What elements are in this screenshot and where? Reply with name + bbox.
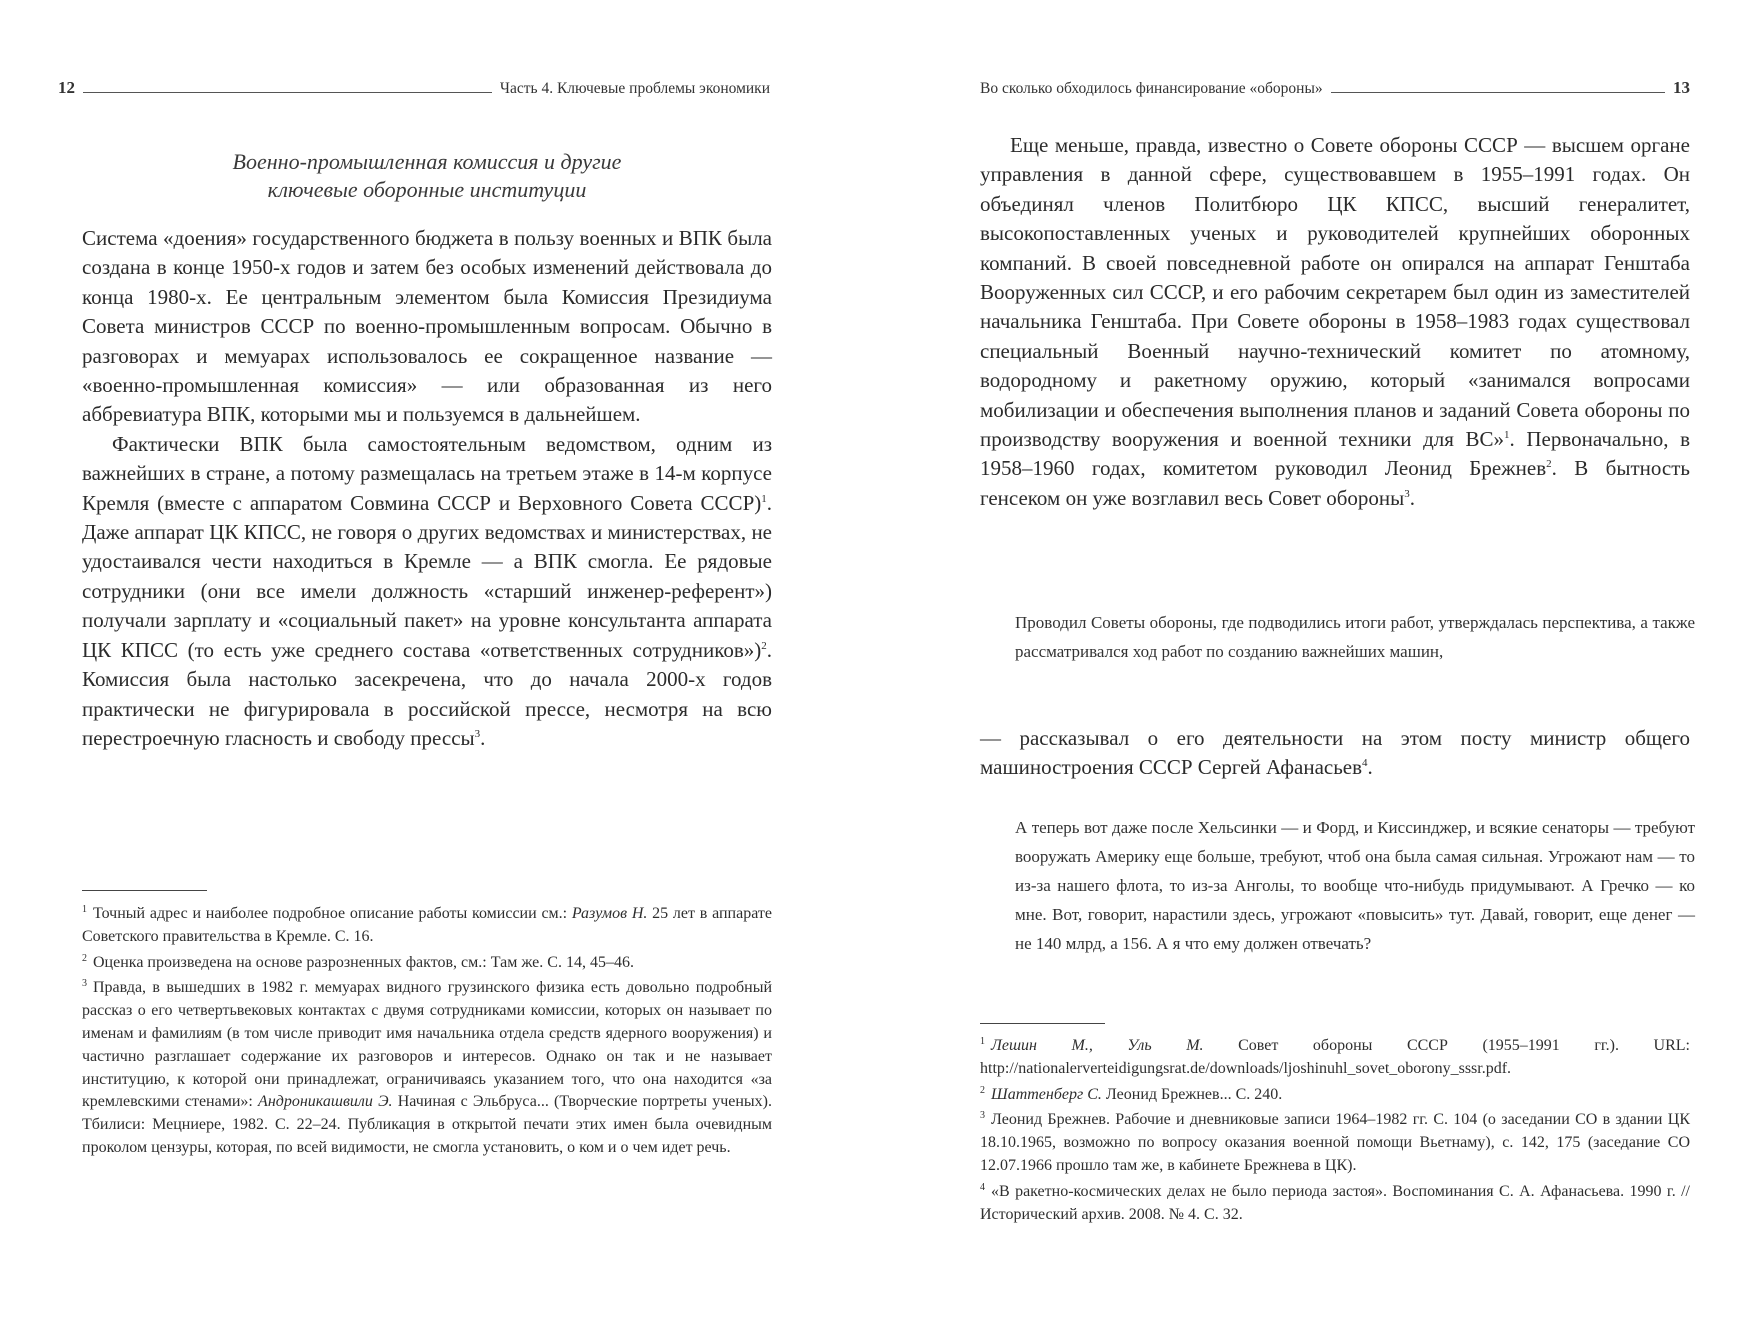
footnote-number: 2 [980,1084,985,1096]
footnotes [980,1035,1690,1226]
block-quote [1015,608,1695,666]
footnote-number: 1 [82,904,87,915]
body-text [980,131,1690,513]
body-text-continued [980,724,1690,783]
text: Леонид Брежнев. Рабочие и дневниковые записи 1964–1982 гг. С. 104 (о заседании СО в здании ЦК 18.10.1965, возможно по вопросу оказания военной помощи Вьетнаму), с. 142, 175 (заседание СО 12.07.1966 прошло там же, в кабинете Брежнева в ЦК). [980,1111,1690,1174]
text: Еще меньше, правда, известно о Совете обороны СССР — высшем органе управления в данной сфере, существовавшем в 1955–1991 годах. Он объединял членов Политбюро ЦК КПСС, высший генералитет, высокопоставленных ученых и руководителей крупнейших оборонных компаний. В своей повседневной работе он опирался на аппарат Генштаба Вооруженных сил СССР, и его рабочим секретарем был один из заместителей начальника Генштаба. При Совете обороны в 1958–1983 годах существовал специальный Военный научно-технический комитет по атомному, водородному и ракетному оружию, который «занимался вопросами мобилизации и обеспечения выполнения планов и заданий Совета обороны по производству вооружения и военной техники для ВС» [980,133,1690,452]
running-head-title: Часть 4. Ключевые проблемы экономики [499,80,770,97]
text: . [1367,755,1373,780]
footnote-ref[interactable]: 2 [1546,458,1552,471]
paragraph [980,724,1690,783]
paragraph [980,131,1690,513]
section-title [82,148,772,204]
footnote-separator [82,890,207,891]
footnote-ref[interactable]: 3 [1404,487,1410,500]
footnote [980,1181,1690,1227]
footnote-number: 1 [980,1036,985,1047]
footnote [980,1035,1690,1081]
author: Лешин М., Уль М. [991,1037,1204,1054]
right-page [870,0,1741,1344]
paragraph [82,430,772,753]
body-text [82,224,772,753]
footnote-ref[interactable]: 2 [761,639,767,652]
running-head-title: Во сколько обходилось финансирование «обороны» [980,80,1323,97]
text: . Даже аппарат ЦК КПСС, не говоря о других ведомствах и министерствах, не удостаивался чести находиться в Кремле — а ВПК смогла. Ее рядовые сотрудники (они все имели должность «старший инженер-референт») получали зарплату и «социальный пакет» на уровне консультанта аппарата ЦК КПСС (то есть уже среднего состава «ответственных сотрудников») [82,490,772,662]
footnote [980,1109,1690,1177]
text: Леонид Брежнев... С. 240. [1101,1085,1283,1103]
text: «В ракетно-космических делах не было периода застоя». Воспоминания С. А. Афанасьева. 1990 г. // Исторический архив. 2008. № 4. С. 32. [980,1182,1690,1223]
text: Фактически ВПК была самостоятельным ведомством, одним из важнейших в стране, а потому размещалась на третьем этаже в 14-м корпусе Кремля (вместе с аппаратом Совмина СССР и Верховного Совета СССР) [82,431,772,515]
footnote-separator [980,1023,1105,1024]
footnote [82,977,772,1159]
text: Точный адрес и наиболее подробное описание работы комиссии см.: [93,905,572,922]
author: Шаттенберг С. [991,1085,1102,1103]
text: Оценка произведена на основе разрозненных фактов, см.: Там же. С. 14, 45–46. [93,953,634,971]
page-number: 13 [1673,78,1690,97]
block-quote [1015,813,1695,958]
footnote-ref[interactable]: 1 [1504,429,1510,442]
footnote-number: 3 [82,978,87,990]
footnote-number: 4 [980,1181,985,1193]
footnote-ref[interactable]: 1 [761,492,767,505]
footnote-ref[interactable]: 4 [1362,757,1368,770]
footnote-ref[interactable]: 3 [474,727,481,740]
footnote [82,952,772,975]
text: Совет обороны СССР (1955–1991 гг.). URL: http://nationalerverteidigungsrat.de/downloads/ljoshinuhl_sovet_oborony_sssr.pdf. [980,1037,1691,1077]
left-page [0,0,870,1344]
footnote [980,1084,1690,1107]
section-title-line: ключевые оборонные институции [267,177,587,202]
text: . Первоначально, в 1958–1960 годах, комитетом руководил Леонид Брежнев [980,427,1690,481]
paragraph: Система «доения» государственного бюджета в пользу военных и ВПК была создана в конце 1950-х годов и затем без особых изменений действовала до конца 1980-х. Ее центральным элементом была Комиссия Президиума Совета министров СССР по военно-промышленным вопросам. Обычно в разговорах и мемуарах использовалось ее сокращенное название — «военно-промышленная комиссия» — или образованная из него аббревиатура ВПК, которыми мы и пользуемся в дальнейшем. [82,226,772,427]
text: . [1409,485,1415,510]
quote-text: Проводил Советы обороны, где подводились итоги работ, утверждалась перспектива, а также рассматривался ход работ по созданию важнейших машин, [1015,613,1695,661]
text: . Комиссия была настолько засекречена, что до начала 2000-х годов практически не фигурировала в российской прессе, несмотря на всю перестроечную гласность и свободу прессы [82,637,772,750]
text: Правда, в вышедших в 1982 г. мемуарах видного грузинского физика есть довольно подробный рассказ о его четвертьвековых контактах с двумя сотрудниками комиссии, которых он называет по именам и фамилиям (в том числе приводит имя начальника отдела средств ядерного вооружения) и частично разглашает содержание их разговоров и интересов. Однако он так и не называет институцию, к которой они принадлежат, ограничиваясь указанием того, что она находится «за кремлевскими стенами»: [82,979,772,1111]
section-title-line: Военно-промышленная комиссия и другие [232,149,622,174]
author: Андроникашвили Э. [258,1093,393,1111]
text: — рассказывал о его деятельности на этом посту министр общего машиностроения СССР Сергей Афанасьев [980,726,1690,780]
footnote-number: 2 [82,952,87,964]
text: Начиная с Эльбруса... (Творческие портреты ученых). Тбилиси: Мецниере, 1982. С. 22–24. Публикация в открытой печати этих имен была очевидным проколом цензуры, которая, по всей видимости, не смогла установить, о ком и о чем идет речь. [82,1093,772,1156]
header-rule [1331,92,1665,93]
header-rule [83,92,492,93]
footnotes [82,903,772,1160]
running-head-right [980,78,1690,98]
text: . В бытность генсеком он уже возглавил весь Совет обороны [980,456,1690,510]
footnote [82,903,772,949]
text: . [480,725,486,750]
author: Разумов Н. [571,905,648,922]
text: 25 лет в аппарате Советского правительства в Кремле. С. 16. [82,905,772,945]
quote-text: А теперь вот даже после Хельсинки — и Форд, и Киссинджер, и всякие сенаторы — требуют вооружать Америку еще больше, требуют, чтоб она была самая сильная. Угрожают нам — то из-за нашего флота, то из-за Анголы, то вообще что-нибудь придумывают. А Гречко — ко мне. Вот, говорит, нарастили здесь, угрожают «повысить» тут. Давай, говорит, еще денег — не 140 млрд, а 156. А я что ему должен отвечать? [1015,818,1695,953]
running-head-left [58,78,770,98]
footnote-number: 3 [980,1110,985,1122]
page-number: 12 [58,78,75,97]
